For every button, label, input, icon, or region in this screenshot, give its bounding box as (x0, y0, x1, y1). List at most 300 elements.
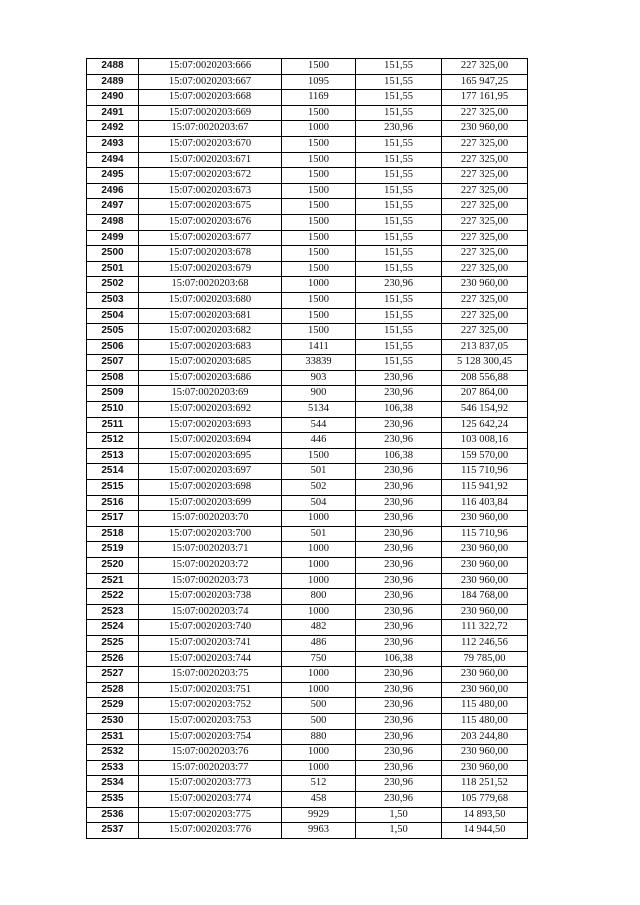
row-number-cell: 2534 (87, 776, 139, 792)
row-number-cell: 2529 (87, 698, 139, 714)
cadastral-number-cell: 15:07:0020203:695 (139, 448, 282, 464)
table-row (87, 386, 528, 402)
row-number-cell: 2513 (87, 448, 139, 464)
area-cell: 1095 (282, 74, 356, 90)
cadastral-value-cell: 79 785,00 (442, 651, 528, 667)
cadastral-number-cell: 15:07:0020203:73 (139, 573, 282, 589)
area-cell: 1500 (282, 214, 356, 230)
specific-value-cell: 230,96 (356, 729, 442, 745)
specific-value-cell: 106,38 (356, 448, 442, 464)
table-row (87, 292, 528, 308)
specific-value-cell: 151,55 (356, 246, 442, 262)
cadastral-number-cell: 15:07:0020203:699 (139, 495, 282, 511)
area-cell: 1000 (282, 277, 356, 293)
row-number-cell: 2512 (87, 433, 139, 449)
cadastral-value-cell: 165 947,25 (442, 74, 528, 90)
cadastral-value-cell: 116 403,84 (442, 495, 528, 511)
cadastral-number-cell: 15:07:0020203:71 (139, 542, 282, 558)
row-number-cell: 2511 (87, 417, 139, 433)
cadastral-number-cell: 15:07:0020203:666 (139, 59, 282, 75)
specific-value-cell: 1,50 (356, 823, 442, 839)
specific-value-cell: 230,96 (356, 667, 442, 683)
area-cell: 486 (282, 635, 356, 651)
cadastral-value-cell: 227 325,00 (442, 308, 528, 324)
table-row (87, 339, 528, 355)
cadastral-value-cell: 203 244,80 (442, 729, 528, 745)
row-number-cell: 2531 (87, 729, 139, 745)
area-cell: 1000 (282, 573, 356, 589)
row-number-cell: 2490 (87, 90, 139, 106)
cadastral-number-cell: 15:07:0020203:686 (139, 370, 282, 386)
table-row (87, 152, 528, 168)
area-cell: 1500 (282, 308, 356, 324)
table-row (87, 526, 528, 542)
cadastral-value-cell: 230 960,00 (442, 121, 528, 137)
row-number-cell: 2521 (87, 573, 139, 589)
cadastral-number-cell: 15:07:0020203:670 (139, 136, 282, 152)
row-number-cell: 2500 (87, 246, 139, 262)
cadastral-number-cell: 15:07:0020203:682 (139, 324, 282, 340)
cadastral-number-cell: 15:07:0020203:738 (139, 589, 282, 605)
row-number-cell: 2489 (87, 74, 139, 90)
cadastral-value-cell: 118 251,52 (442, 776, 528, 792)
cadastral-number-cell: 15:07:0020203:685 (139, 355, 282, 371)
specific-value-cell: 151,55 (356, 355, 442, 371)
specific-value-cell: 151,55 (356, 136, 442, 152)
area-cell: 1500 (282, 261, 356, 277)
table-row (87, 199, 528, 215)
specific-value-cell: 151,55 (356, 339, 442, 355)
row-number-cell: 2528 (87, 682, 139, 698)
cadastral-number-cell: 15:07:0020203:77 (139, 760, 282, 776)
row-number-cell: 2514 (87, 464, 139, 480)
specific-value-cell: 230,96 (356, 573, 442, 589)
cadastral-number-cell: 15:07:0020203:70 (139, 511, 282, 527)
table-row (87, 214, 528, 230)
area-cell: 800 (282, 589, 356, 605)
area-cell: 1500 (282, 292, 356, 308)
specific-value-cell: 151,55 (356, 199, 442, 215)
specific-value-cell: 151,55 (356, 152, 442, 168)
specific-value-cell: 151,55 (356, 292, 442, 308)
row-number-cell: 2515 (87, 480, 139, 496)
cadastral-number-cell: 15:07:0020203:776 (139, 823, 282, 839)
area-cell: 750 (282, 651, 356, 667)
cadastral-value-cell: 227 325,00 (442, 59, 528, 75)
table-body (87, 59, 528, 839)
area-cell: 1000 (282, 121, 356, 137)
cadastral-number-cell: 15:07:0020203:741 (139, 635, 282, 651)
specific-value-cell: 151,55 (356, 324, 442, 340)
specific-value-cell: 230,96 (356, 370, 442, 386)
table-row (87, 230, 528, 246)
cadastral-number-cell: 15:07:0020203:671 (139, 152, 282, 168)
row-number-cell: 2501 (87, 261, 139, 277)
cadastral-value-cell: 230 960,00 (442, 682, 528, 698)
cadastral-value-cell: 115 710,96 (442, 464, 528, 480)
specific-value-cell: 151,55 (356, 105, 442, 121)
cadastral-number-cell: 15:07:0020203:775 (139, 807, 282, 823)
specific-value-cell: 151,55 (356, 168, 442, 184)
cadastral-value-cell: 112 246,56 (442, 635, 528, 651)
row-number-cell: 2498 (87, 214, 139, 230)
table-row (87, 698, 528, 714)
table-row (87, 121, 528, 137)
specific-value-cell: 230,96 (356, 480, 442, 496)
cadastral-number-cell: 15:07:0020203:753 (139, 713, 282, 729)
cadastral-value-cell: 227 325,00 (442, 183, 528, 199)
specific-value-cell: 151,55 (356, 214, 442, 230)
cadastral-value-cell: 227 325,00 (442, 292, 528, 308)
row-number-cell: 2502 (87, 277, 139, 293)
area-cell: 1500 (282, 105, 356, 121)
cadastral-number-cell: 15:07:0020203:68 (139, 277, 282, 293)
specific-value-cell: 230,96 (356, 558, 442, 574)
cadastral-number-cell: 15:07:0020203:681 (139, 308, 282, 324)
specific-value-cell: 151,55 (356, 308, 442, 324)
area-cell: 500 (282, 698, 356, 714)
cadastral-number-cell: 15:07:0020203:683 (139, 339, 282, 355)
cadastral-number-cell: 15:07:0020203:667 (139, 74, 282, 90)
row-number-cell: 2510 (87, 402, 139, 418)
document-page (86, 58, 527, 839)
cadastral-value-cell: 177 161,95 (442, 90, 528, 106)
table-row (87, 573, 528, 589)
table-row (87, 807, 528, 823)
cadastral-value-cell: 125 642,24 (442, 417, 528, 433)
cadastral-value-cell: 213 837,05 (442, 339, 528, 355)
table-row (87, 558, 528, 574)
cadastral-number-cell: 15:07:0020203:679 (139, 261, 282, 277)
specific-value-cell: 230,96 (356, 620, 442, 636)
table-row (87, 74, 528, 90)
area-cell: 1500 (282, 168, 356, 184)
cadastral-value-cell: 227 325,00 (442, 246, 528, 262)
area-cell: 1500 (282, 246, 356, 262)
table-row (87, 261, 528, 277)
table-row (87, 776, 528, 792)
area-cell: 1000 (282, 745, 356, 761)
cadastral-number-cell: 15:07:0020203:678 (139, 246, 282, 262)
area-cell: 1500 (282, 448, 356, 464)
area-cell: 900 (282, 386, 356, 402)
area-cell: 880 (282, 729, 356, 745)
specific-value-cell: 230,96 (356, 511, 442, 527)
cadastral-value-table (86, 58, 528, 839)
cadastral-number-cell: 15:07:0020203:751 (139, 682, 282, 698)
row-number-cell: 2496 (87, 183, 139, 199)
cadastral-number-cell: 15:07:0020203:744 (139, 651, 282, 667)
cadastral-value-cell: 115 480,00 (442, 713, 528, 729)
table-row (87, 713, 528, 729)
specific-value-cell: 230,96 (356, 760, 442, 776)
row-number-cell: 2517 (87, 511, 139, 527)
area-cell: 1411 (282, 339, 356, 355)
cadastral-value-cell: 230 960,00 (442, 573, 528, 589)
table-row (87, 511, 528, 527)
area-cell: 1000 (282, 667, 356, 683)
area-cell: 504 (282, 495, 356, 511)
specific-value-cell: 230,96 (356, 277, 442, 293)
cadastral-number-cell: 15:07:0020203:740 (139, 620, 282, 636)
table-row (87, 308, 528, 324)
area-cell: 1000 (282, 760, 356, 776)
cadastral-value-cell: 227 325,00 (442, 324, 528, 340)
table-row (87, 791, 528, 807)
cadastral-value-cell: 207 864,00 (442, 386, 528, 402)
specific-value-cell: 106,38 (356, 651, 442, 667)
table-row (87, 542, 528, 558)
row-number-cell: 2504 (87, 308, 139, 324)
cadastral-value-cell: 14 944,50 (442, 823, 528, 839)
cadastral-number-cell: 15:07:0020203:672 (139, 168, 282, 184)
cadastral-value-cell: 115 710,96 (442, 526, 528, 542)
table-row (87, 105, 528, 121)
cadastral-value-cell: 230 960,00 (442, 542, 528, 558)
table-row (87, 136, 528, 152)
cadastral-value-cell: 227 325,00 (442, 199, 528, 215)
specific-value-cell: 106,38 (356, 402, 442, 418)
row-number-cell: 2495 (87, 168, 139, 184)
row-number-cell: 2533 (87, 760, 139, 776)
cadastral-number-cell: 15:07:0020203:668 (139, 90, 282, 106)
cadastral-number-cell: 15:07:0020203:697 (139, 464, 282, 480)
cadastral-value-cell: 184 768,00 (442, 589, 528, 605)
table-row (87, 324, 528, 340)
area-cell: 903 (282, 370, 356, 386)
cadastral-number-cell: 15:07:0020203:694 (139, 433, 282, 449)
table-row (87, 651, 528, 667)
table-row (87, 370, 528, 386)
row-number-cell: 2532 (87, 745, 139, 761)
row-number-cell: 2527 (87, 667, 139, 683)
area-cell: 446 (282, 433, 356, 449)
row-number-cell: 2509 (87, 386, 139, 402)
specific-value-cell: 230,96 (356, 791, 442, 807)
cadastral-value-cell: 103 008,16 (442, 433, 528, 449)
table-row (87, 729, 528, 745)
area-cell: 1000 (282, 511, 356, 527)
table-row (87, 246, 528, 262)
cadastral-value-cell: 227 325,00 (442, 230, 528, 246)
row-number-cell: 2507 (87, 355, 139, 371)
specific-value-cell: 230,96 (356, 121, 442, 137)
row-number-cell: 2505 (87, 324, 139, 340)
cadastral-value-cell: 159 570,00 (442, 448, 528, 464)
cadastral-number-cell: 15:07:0020203:675 (139, 199, 282, 215)
specific-value-cell: 230,96 (356, 604, 442, 620)
cadastral-value-cell: 230 960,00 (442, 745, 528, 761)
cadastral-value-cell: 230 960,00 (442, 277, 528, 293)
specific-value-cell: 151,55 (356, 59, 442, 75)
cadastral-number-cell: 15:07:0020203:69 (139, 386, 282, 402)
cadastral-value-cell: 208 556,88 (442, 370, 528, 386)
row-number-cell: 2520 (87, 558, 139, 574)
cadastral-value-cell: 230 960,00 (442, 511, 528, 527)
row-number-cell: 2488 (87, 59, 139, 75)
table-row (87, 417, 528, 433)
table-row (87, 667, 528, 683)
area-cell: 512 (282, 776, 356, 792)
specific-value-cell: 151,55 (356, 74, 442, 90)
area-cell: 1169 (282, 90, 356, 106)
table-row (87, 355, 528, 371)
cadastral-value-cell: 227 325,00 (442, 261, 528, 277)
specific-value-cell: 151,55 (356, 261, 442, 277)
specific-value-cell: 151,55 (356, 90, 442, 106)
table-row (87, 464, 528, 480)
area-cell: 9963 (282, 823, 356, 839)
area-cell: 501 (282, 464, 356, 480)
row-number-cell: 2497 (87, 199, 139, 215)
specific-value-cell: 230,96 (356, 417, 442, 433)
cadastral-number-cell: 15:07:0020203:752 (139, 698, 282, 714)
area-cell: 1500 (282, 199, 356, 215)
row-number-cell: 2494 (87, 152, 139, 168)
cadastral-number-cell: 15:07:0020203:67 (139, 121, 282, 137)
cadastral-value-cell: 14 893,50 (442, 807, 528, 823)
cadastral-number-cell: 15:07:0020203:698 (139, 480, 282, 496)
area-cell: 33839 (282, 355, 356, 371)
table-row (87, 495, 528, 511)
row-number-cell: 2503 (87, 292, 139, 308)
row-number-cell: 2522 (87, 589, 139, 605)
area-cell: 500 (282, 713, 356, 729)
cadastral-number-cell: 15:07:0020203:692 (139, 402, 282, 418)
table-row (87, 168, 528, 184)
cadastral-number-cell: 15:07:0020203:774 (139, 791, 282, 807)
specific-value-cell: 230,96 (356, 495, 442, 511)
table-row (87, 277, 528, 293)
row-number-cell: 2518 (87, 526, 139, 542)
specific-value-cell: 230,96 (356, 698, 442, 714)
row-number-cell: 2491 (87, 105, 139, 121)
cadastral-value-cell: 111 322,72 (442, 620, 528, 636)
cadastral-value-cell: 5 128 300,45 (442, 355, 528, 371)
area-cell: 1500 (282, 59, 356, 75)
cadastral-value-cell: 115 480,00 (442, 698, 528, 714)
cadastral-number-cell: 15:07:0020203:76 (139, 745, 282, 761)
row-number-cell: 2535 (87, 791, 139, 807)
specific-value-cell: 230,96 (356, 386, 442, 402)
table-row (87, 620, 528, 636)
area-cell: 1500 (282, 152, 356, 168)
row-number-cell: 2508 (87, 370, 139, 386)
cadastral-value-cell: 230 960,00 (442, 558, 528, 574)
area-cell: 482 (282, 620, 356, 636)
specific-value-cell: 230,96 (356, 682, 442, 698)
specific-value-cell: 151,55 (356, 183, 442, 199)
row-number-cell: 2499 (87, 230, 139, 246)
specific-value-cell: 1,50 (356, 807, 442, 823)
cadastral-number-cell: 15:07:0020203:754 (139, 729, 282, 745)
row-number-cell: 2530 (87, 713, 139, 729)
row-number-cell: 2524 (87, 620, 139, 636)
area-cell: 544 (282, 417, 356, 433)
cadastral-number-cell: 15:07:0020203:693 (139, 417, 282, 433)
area-cell: 1500 (282, 324, 356, 340)
cadastral-value-cell: 230 960,00 (442, 667, 528, 683)
row-number-cell: 2519 (87, 542, 139, 558)
row-number-cell: 2526 (87, 651, 139, 667)
area-cell: 1000 (282, 558, 356, 574)
specific-value-cell: 230,96 (356, 542, 442, 558)
row-number-cell: 2516 (87, 495, 139, 511)
specific-value-cell: 151,55 (356, 230, 442, 246)
table-row (87, 433, 528, 449)
specific-value-cell: 230,96 (356, 526, 442, 542)
table-row (87, 760, 528, 776)
table-row (87, 589, 528, 605)
table-row (87, 183, 528, 199)
table-row (87, 448, 528, 464)
cadastral-value-cell: 230 960,00 (442, 604, 528, 620)
table-row (87, 635, 528, 651)
table-row (87, 604, 528, 620)
row-number-cell: 2492 (87, 121, 139, 137)
area-cell: 501 (282, 526, 356, 542)
area-cell: 1500 (282, 230, 356, 246)
specific-value-cell: 230,96 (356, 745, 442, 761)
row-number-cell: 2523 (87, 604, 139, 620)
table-row (87, 745, 528, 761)
cadastral-value-cell: 227 325,00 (442, 152, 528, 168)
cadastral-value-cell: 227 325,00 (442, 105, 528, 121)
cadastral-number-cell: 15:07:0020203:677 (139, 230, 282, 246)
table-row (87, 480, 528, 496)
specific-value-cell: 230,96 (356, 635, 442, 651)
row-number-cell: 2525 (87, 635, 139, 651)
cadastral-number-cell: 15:07:0020203:72 (139, 558, 282, 574)
cadastral-value-cell: 546 154,92 (442, 402, 528, 418)
specific-value-cell: 230,96 (356, 713, 442, 729)
specific-value-cell: 230,96 (356, 464, 442, 480)
cadastral-number-cell: 15:07:0020203:773 (139, 776, 282, 792)
area-cell: 1000 (282, 682, 356, 698)
cadastral-number-cell: 15:07:0020203:74 (139, 604, 282, 620)
table-row (87, 682, 528, 698)
row-number-cell: 2493 (87, 136, 139, 152)
specific-value-cell: 230,96 (356, 433, 442, 449)
cadastral-value-cell: 227 325,00 (442, 168, 528, 184)
table-row (87, 59, 528, 75)
cadastral-value-cell: 230 960,00 (442, 760, 528, 776)
area-cell: 458 (282, 791, 356, 807)
cadastral-value-cell: 227 325,00 (442, 214, 528, 230)
cadastral-number-cell: 15:07:0020203:669 (139, 105, 282, 121)
cadastral-value-cell: 115 941,92 (442, 480, 528, 496)
area-cell: 1000 (282, 604, 356, 620)
cadastral-number-cell: 15:07:0020203:75 (139, 667, 282, 683)
table-row (87, 823, 528, 839)
area-cell: 502 (282, 480, 356, 496)
cadastral-value-cell: 227 325,00 (442, 136, 528, 152)
area-cell: 1000 (282, 542, 356, 558)
table-row (87, 402, 528, 418)
cadastral-number-cell: 15:07:0020203:676 (139, 214, 282, 230)
area-cell: 9929 (282, 807, 356, 823)
row-number-cell: 2506 (87, 339, 139, 355)
cadastral-number-cell: 15:07:0020203:700 (139, 526, 282, 542)
area-cell: 1500 (282, 183, 356, 199)
area-cell: 5134 (282, 402, 356, 418)
cadastral-value-cell: 105 779,68 (442, 791, 528, 807)
table-row (87, 90, 528, 106)
specific-value-cell: 230,96 (356, 589, 442, 605)
cadastral-number-cell: 15:07:0020203:673 (139, 183, 282, 199)
row-number-cell: 2536 (87, 807, 139, 823)
row-number-cell: 2537 (87, 823, 139, 839)
